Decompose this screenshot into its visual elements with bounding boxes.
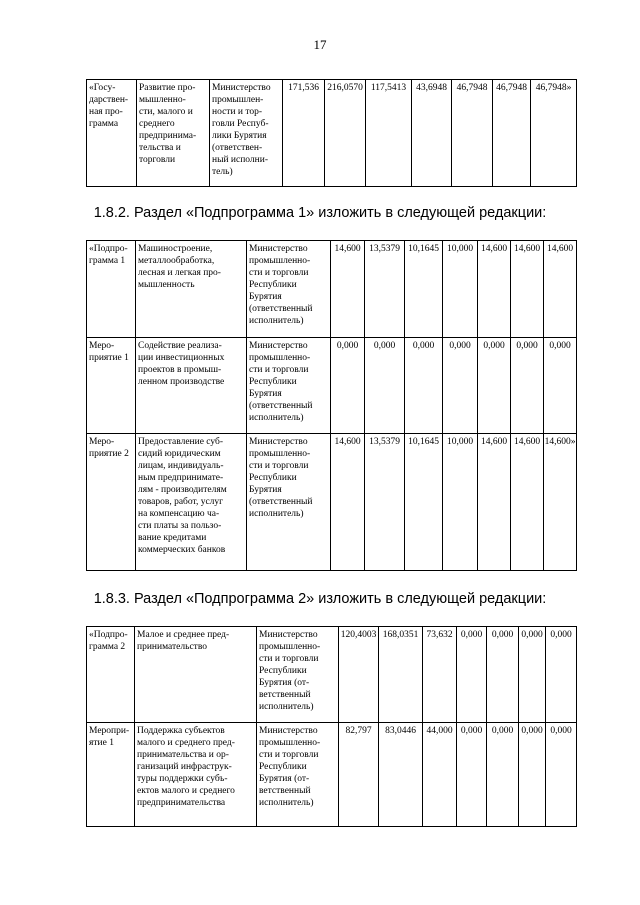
value-cell: 14,600 (511, 434, 544, 571)
table-row (87, 723, 577, 827)
value-cell: 10,1645 (405, 434, 443, 571)
section-heading-1-8-2: 1.8.2. Раздел «Подпрограмма 1» изложить в следующей редакции: (93, 205, 547, 221)
row-executor: Министерство промышленно- сти и торговли Республики Бурятия (от- ветственный исполнитель) (257, 627, 339, 723)
table-subprogram-1 (86, 240, 577, 571)
value-cell: 10,000 (443, 434, 478, 571)
value-cell: 168,0351 (379, 627, 423, 723)
row-description: Малое и среднее пред- принимательство (135, 627, 257, 723)
value-cell: 10,1645 (405, 241, 443, 338)
value-cell: 171,536 (283, 80, 325, 187)
value-cell: 0,000 (331, 338, 365, 434)
value-cell: 0,000 (546, 627, 577, 723)
value-cell: 0,000 (478, 338, 511, 434)
value-cell: 83,0446 (379, 723, 423, 827)
value-cell: 0,000 (487, 723, 519, 827)
row-description: Поддержка субъектов малого и среднего пред- принимательства и ор- ганизаций инфраструк- туры поддержки субъ- ектов малого и среднего предпринимательства (135, 723, 257, 827)
value-cell: 14,600 (331, 241, 365, 338)
value-cell: 82,797 (339, 723, 379, 827)
table-row (87, 338, 577, 434)
value-cell: 43,6948 (412, 80, 452, 187)
row-name: «Подпро- грамма 2 (87, 627, 135, 723)
table-state-program (86, 79, 577, 187)
table-row (87, 241, 577, 338)
value-cell: 13,5379 (365, 241, 405, 338)
page-number: 17 (313, 37, 327, 52)
row-executor: Министерство промышленно- сти и торговли Республики Бурятия (от- ветственный исполнитель) (257, 723, 339, 827)
value-cell: 14,600 (478, 434, 511, 571)
value-cell: 14,600» (544, 434, 577, 571)
row-description: Развитие про- мышленно- сти, малого и среднего предпринима- тельства и торговли (137, 80, 210, 187)
value-cell: 14,600 (544, 241, 577, 338)
value-cell: 14,600 (478, 241, 511, 338)
row-name: «Госу- дарствен- ная про- грамма (87, 80, 137, 187)
value-cell: 120,4003 (339, 627, 379, 723)
value-cell: 0,000 (511, 338, 544, 434)
value-cell: 0,000 (519, 627, 546, 723)
value-cell: 14,600 (331, 434, 365, 571)
section-heading-1-8-3: 1.8.3. Раздел «Подпрограмма 2» изложить в следующей редакции: (93, 591, 547, 607)
row-executor: Министерство промышленно- сти и торговли Республики Бурятия (ответственный исполнитель) (247, 434, 331, 571)
value-cell: 46,7948 (452, 80, 493, 187)
row-name: Меропри- ятие 1 (87, 723, 135, 827)
value-cell: 0,000 (457, 627, 487, 723)
row-name: Меро- приятие 2 (87, 434, 136, 571)
row-description: Содействие реализа- ции инвестиционных проектов в промыш- ленном производстве (136, 338, 247, 434)
table-row (87, 80, 577, 187)
value-cell: 14,600 (511, 241, 544, 338)
row-executor: Министерство промышленно- сти и торговли Республики Бурятия (ответственный исполнитель) (247, 241, 331, 338)
row-name: «Подпро- грамма 1 (87, 241, 136, 338)
table-subprogram-2 (86, 626, 577, 827)
value-cell: 44,000 (423, 723, 457, 827)
value-cell: 216,0570 (325, 80, 366, 187)
row-description: Предоставление суб- сидий юридическим лицам, индивидуаль- ным предпринимате- лям - производителям товаров, работ, услуг на компенсацию ча- сти платы за пользо- вание кредитами коммерческих банков (136, 434, 247, 571)
value-cell: 73,632 (423, 627, 457, 723)
value-cell: 13,5379 (365, 434, 405, 571)
value-cell: 10,000 (443, 241, 478, 338)
row-description: Машиностроение, металлообработка, лесная и легкая про- мышленность (136, 241, 247, 338)
value-cell: 0,000 (546, 723, 577, 827)
value-cell: 0,000 (443, 338, 478, 434)
table-row (87, 627, 577, 723)
value-cell: 46,7948 (493, 80, 531, 187)
value-cell: 0,000 (519, 723, 546, 827)
value-cell: 0,000 (365, 338, 405, 434)
value-cell: 46,7948» (531, 80, 577, 187)
row-executor: Министерство промышленно- сти и торговли Республики Бурятия (ответственный исполнитель) (247, 338, 331, 434)
value-cell: 0,000 (457, 723, 487, 827)
value-cell: 0,000 (405, 338, 443, 434)
value-cell: 0,000 (544, 338, 577, 434)
row-name: Меро- приятие 1 (87, 338, 136, 434)
value-cell: 117,5413 (366, 80, 412, 187)
table-row (87, 434, 577, 571)
row-executor: Министерство промышлен- ности и тор- говли Респуб- лики Бурятия (ответствен- ный исполни- тель) (210, 80, 283, 187)
value-cell: 0,000 (487, 627, 519, 723)
